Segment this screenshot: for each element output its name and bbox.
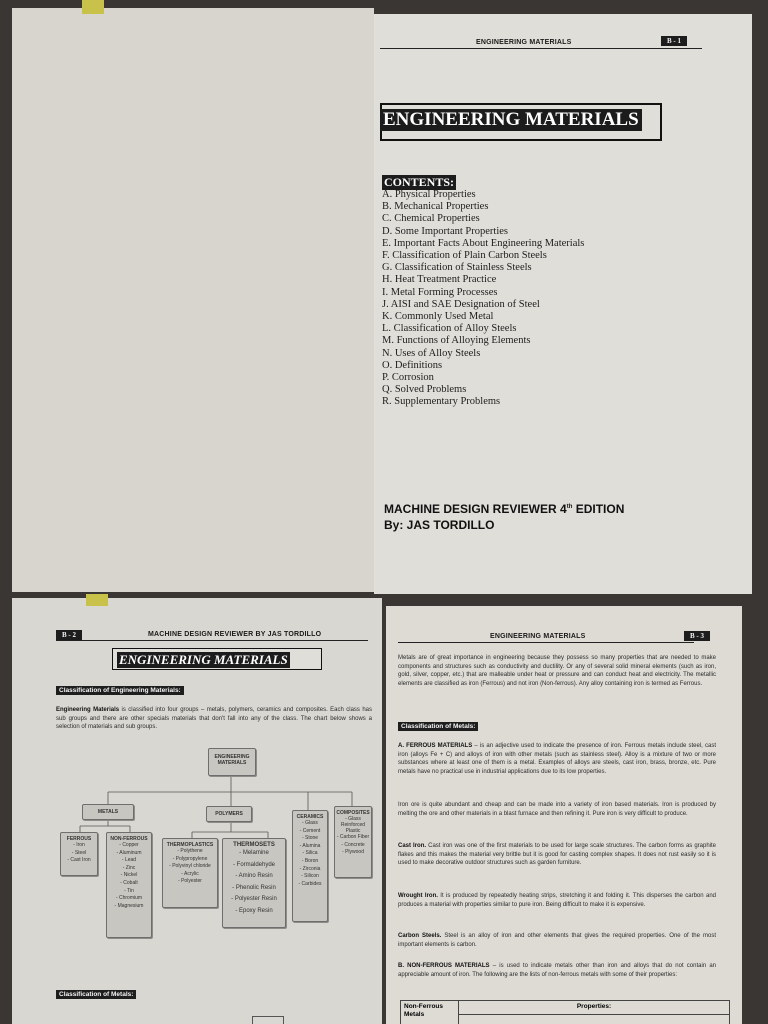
running-header xyxy=(380,37,702,49)
term: Carbon Steels. xyxy=(398,933,442,939)
node-item: - Chromium xyxy=(115,895,143,902)
node-item: - Epoxy Resin xyxy=(235,907,273,914)
blank-left-page xyxy=(12,8,374,592)
contents-heading: CONTENTS: xyxy=(384,175,455,189)
toc-item[interactable]: J. AISI and SAE Designation of Steel xyxy=(382,298,540,310)
node-composites xyxy=(334,806,372,878)
node-label: FERROUS xyxy=(66,836,92,842)
toc-item[interactable]: C. Chemical Properties xyxy=(382,213,480,225)
iron-ore-paragraph: Iron ore is quite abundant and cheap and can be made into a variety of iron based materials. Iron is produced by melting the ore and other materials in a blast furnace and then refining it. Pure iron is very difficult to produce. xyxy=(398,802,716,817)
node-item: - Cobalt xyxy=(120,879,138,886)
text: Steel is an alloy of iron and other elements that gives the required properties. One of the most important elements is carbon. xyxy=(398,933,716,948)
toc-item[interactable]: R. Supplementary Problems xyxy=(382,396,501,408)
node-label: THERMOPLASTICS xyxy=(166,842,214,848)
node-item: - Lead xyxy=(121,857,137,864)
author-line: By: JAS TORDILLO xyxy=(384,518,495,532)
running-header xyxy=(398,631,694,643)
text: It is produced by repeatedly heating strips, stretching it and folding it. This disperses the carbon and produces a material with properties similar to pure iron. Being difficult to make it is expensive. xyxy=(398,893,716,908)
intro-text: is classified into four groups – metals, polymers, ceramics and composites. Each class has sub groups and there are other specials materials that don't fall into any of the class. The chart below shows a selection of materials and sub groups. xyxy=(56,707,373,731)
node-item: - Polyester xyxy=(178,878,202,885)
carbon-steels-paragraph xyxy=(398,932,716,949)
node-engineering-materials xyxy=(208,748,256,776)
contents-list xyxy=(382,189,584,409)
node-thermosets xyxy=(222,838,286,928)
node-label: THERMOSETS xyxy=(233,842,275,848)
node-item: - Polyester Resin xyxy=(231,896,277,902)
intro-term: Engineering Materials xyxy=(56,707,120,713)
node-item: - Zirconia xyxy=(299,865,321,872)
node-item: - Formaldehyde xyxy=(232,861,276,868)
node-non-ferrous xyxy=(106,832,152,938)
node-item: - Boron xyxy=(301,857,319,864)
node-item: - Melamine xyxy=(239,850,269,856)
node-item: - Alumina xyxy=(299,842,321,849)
running-header-title: ENGINEERING MATERIALS xyxy=(490,633,586,640)
toc-item[interactable]: N. Uses of Alloy Steels xyxy=(382,347,481,359)
toc-item[interactable]: Q. Solved Problems xyxy=(382,384,467,396)
bookmark-ribbon-bottom xyxy=(86,594,108,606)
toc-item[interactable]: F. Classification of Plain Carbon Steels xyxy=(382,250,547,262)
node-item: - Nickel xyxy=(120,872,138,879)
toc-item[interactable]: P. Corrosion xyxy=(382,372,434,384)
edition-text: MACHINE DESIGN REVIEWER 4 xyxy=(384,502,567,516)
table-edge xyxy=(252,1016,284,1024)
table-header-metals: Non-Ferrous Metals xyxy=(401,1001,459,1024)
cast-iron-paragraph xyxy=(398,842,716,868)
node-item: - Silica xyxy=(302,850,318,857)
toc-item[interactable]: O. Definitions xyxy=(382,359,443,371)
node-item: - Carbon Fiber xyxy=(336,834,370,840)
node-label: POLYMERS xyxy=(215,811,243,817)
node-ferrous xyxy=(60,832,98,876)
node-item: - Polythene xyxy=(177,848,203,854)
node-item: - Zinc xyxy=(122,864,136,871)
node-item: - Acrylic xyxy=(181,870,199,877)
node-polymers xyxy=(206,806,252,822)
node-label: ENGINEERING MATERIALS xyxy=(214,754,250,766)
edition-superscript: th xyxy=(566,504,573,510)
edition-credit xyxy=(384,499,624,533)
term: Wrought Iron. xyxy=(398,893,438,899)
term: B. NON-FERROUS MATERIALS xyxy=(398,963,490,969)
node-item: - Cast Iron xyxy=(67,857,91,864)
wrought-iron-paragraph xyxy=(398,892,716,909)
chapter-title: ENGINEERING MATERIALS xyxy=(119,652,288,667)
toc-item[interactable]: E. Important Facts About Engineering Materials xyxy=(382,237,585,249)
toc-item[interactable]: I. Metal Forming Processes xyxy=(382,286,498,298)
edition-text-end: EDITION xyxy=(572,502,625,516)
running-header-title: ENGINEERING MATERIALS xyxy=(476,39,572,46)
node-item: - Glass xyxy=(302,820,318,826)
term: Cast Iron. xyxy=(398,843,427,849)
page-b3 xyxy=(386,606,742,1024)
non-ferrous-paragraph xyxy=(398,962,716,979)
text: – is an adjective used to indicate the presence of iron. Ferrous metals include steel, cast iron (alloys Fe + C) and alloys of iron with other metals (such as stainless steel). Alloy is a mixture of two or more substances where at least one of them is a metal. Examples of alloys are steels, cast iron, brass, bronze, etc. Pure metals have no practical use in industrial applications due to its low properties. xyxy=(398,743,716,775)
running-header-title: MACHINE DESIGN REVIEWER BY JAS TORDILLO xyxy=(148,631,322,638)
toc-item[interactable]: G. Classification of Stainless Steels xyxy=(382,262,532,274)
text: – is used to indicate metals other than iron and alloys that do not contain an appreciable amount of iron. The following are the lists of non-ferrous metals with some of their properties: xyxy=(398,963,716,978)
toc-item[interactable]: B. Mechanical Properties xyxy=(382,201,489,213)
section-label: Classification of Engineering Materials: xyxy=(56,686,184,695)
node-item: - Magnesium xyxy=(114,902,144,909)
node-item: - Iron xyxy=(73,842,85,848)
section-label: Classification of Metals: xyxy=(398,722,478,731)
node-item: - Cement xyxy=(299,827,321,834)
node-thermoplastics xyxy=(162,838,218,908)
chapter-title: ENGINEERING MATERIALS xyxy=(380,109,642,131)
term: A. FERROUS MATERIALS xyxy=(398,743,473,749)
edition-line xyxy=(384,499,624,517)
toc-item[interactable]: K. Commonly Used Metal xyxy=(382,311,494,323)
node-item: - Stone xyxy=(301,835,319,842)
node-item: - Copper xyxy=(119,842,139,848)
node-item: - Tin xyxy=(124,887,134,894)
toc-item[interactable]: H. Heat Treatment Practice xyxy=(382,274,497,286)
node-item: - Aluminum xyxy=(116,849,142,856)
contents-page xyxy=(374,14,752,594)
node-item: - Polypropylene xyxy=(172,855,208,862)
node-item: - Plywood xyxy=(342,849,364,856)
section-label: Classification of Metals: xyxy=(56,990,136,999)
node-item: - Glass Reinforced Plastic xyxy=(340,816,366,834)
toc-item[interactable]: A. Physical Properties xyxy=(382,189,476,200)
page-b2 xyxy=(12,598,382,1024)
node-label: NON-FERROUS xyxy=(110,836,148,842)
table-header-properties: Properties: xyxy=(459,1001,729,1015)
bookmark-ribbon-top xyxy=(82,0,104,14)
page-number: B - 1 xyxy=(661,36,687,46)
non-ferrous-table xyxy=(400,1000,730,1024)
metals-intro: Metals are of great importance in engineering because they possess so many properties that are needed to make components and structures such as conductivity and ductility. Or any of several solid mineral elements (such as iron, gold, silver, copper, etc.) that are malleable under heat or pressure and can conduct heat and electricity. The metallic elements are classified as iron (Ferrous) and not iron (Non-ferrous). Any alloy containing iron is termed as Ferrous. xyxy=(398,655,716,687)
node-item: - Silicon xyxy=(301,873,319,880)
toc-item[interactable]: L. Classification of Alloy Steels xyxy=(382,323,517,335)
node-item: - Carbides xyxy=(298,880,322,887)
node-item: - Steel xyxy=(71,849,87,856)
node-item: - Amino Resin xyxy=(235,873,273,879)
ferrous-paragraph xyxy=(398,742,716,776)
toc-item[interactable]: D. Some Important Properties xyxy=(382,225,508,237)
page-number: B - 3 xyxy=(684,631,710,641)
node-label: COMPOSITES xyxy=(336,810,370,816)
node-item: - Polyvinyl chloride xyxy=(169,863,211,870)
text: Cast iron was one of the first materials to be used for large scale structures. The carbon forms as graphite flakes and this makes the material very brittle but it is good for casting complex shapes. It does not rust easily so it is used to make decorative outdoor structures such as garden furniture. xyxy=(398,843,717,867)
page-number: B - 2 xyxy=(56,630,82,640)
node-item: - Phenolic Resin xyxy=(232,884,276,891)
node-metals xyxy=(82,804,134,820)
node-item: - Concrete xyxy=(341,841,365,848)
toc-item[interactable]: M. Functions of Alloying Elements xyxy=(382,335,531,347)
node-ceramics xyxy=(292,810,328,922)
node-label: METALS xyxy=(97,809,119,815)
node-label: CERAMICS xyxy=(296,814,324,820)
